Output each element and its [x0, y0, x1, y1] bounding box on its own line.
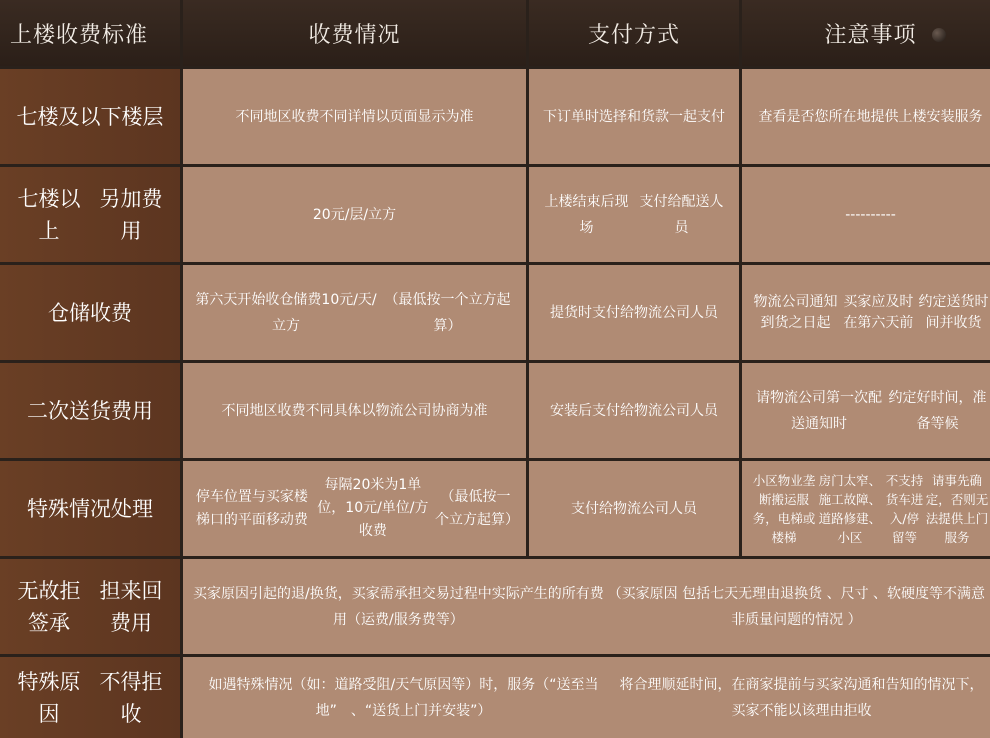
payment-cell: 下订单时选择 和货款一起支付 — [529, 69, 739, 164]
fee-cell: 不同地区收费不同 详情以页面显示为准 — [183, 69, 526, 164]
notes-cell: 物流公司通知到货之日起 买家应及时在第六天前 约定送货时间并收货 — [742, 265, 990, 360]
header-payment: 支付方式 — [529, 0, 739, 66]
fee-cell: 停车位置与买家楼梯口的平面移动费 每隔20米为1单位，10元/单位/方收费 （最低按一个立方起算） — [183, 461, 526, 556]
row-label: 七楼以上 另加费用 — [0, 167, 180, 262]
notes-cell: ---------- — [742, 167, 990, 262]
decorative-dot-icon — [932, 28, 946, 42]
header-notes: 注意事项 — [742, 0, 990, 66]
merged-cell: 如遇特殊情况（如：道路受阻/天气原因等）时，服务（“送至当地” 、“送货上门并安装”） 将合理顺延时间，在商家提前与买家沟通和告知的情况下，买家不能以该理由拒收 — [183, 657, 990, 738]
fee-cell: 20元/层/立方 — [183, 167, 526, 262]
notes-cell: 小区物业垄断搬运服务，电梯或楼梯 房门太窄、施工故障、道路修建、小区 不支持货车进入/停留等 请事先确定，否则无法提供上门服务 — [742, 461, 990, 556]
header-fee: 收费情况 — [183, 0, 526, 66]
notes-cell: 查看是否您所在 地提供上楼安装服务 — [742, 69, 990, 164]
payment-cell: 支付给物流公司人员 — [529, 461, 739, 556]
notes-cell: 请物流公司第一次配送通知时 约定好时间，准备等候 — [742, 363, 990, 458]
row-label: 特殊原因 不得拒收 — [0, 657, 180, 738]
payment-cell: 安装后支付给 物流公司人员 — [529, 363, 739, 458]
row-label: 特殊情 况处理 — [0, 461, 180, 556]
row-label: 二次送 货费用 — [0, 363, 180, 458]
fee-cell: 第六天开始收仓储费10元/天/立方 （最低按一个立方起算） — [183, 265, 526, 360]
payment-cell: 提货时支付给 物流公司人员 — [529, 265, 739, 360]
header-standard: 上楼收费标准 — [0, 0, 180, 66]
merged-cell: 买家原因引起的退/换货，买家需承担交易过程中实际产生的所有费用（运费/服务费等） （买家原因 包括七天无理由退换货 、尺寸 、软硬度等不满意非质量问题的情况 ） — [183, 559, 990, 654]
payment-cell: 上楼结束后现场 支付给配送人员 — [529, 167, 739, 262]
row-label: 无故拒签承 担来回费用 — [0, 559, 180, 654]
row-label: 仓储收费 — [0, 265, 180, 360]
row-label: 七楼及 以下楼层 — [0, 69, 180, 164]
fee-cell: 不同地区收费不同 具体以物流公司协商为准 — [183, 363, 526, 458]
